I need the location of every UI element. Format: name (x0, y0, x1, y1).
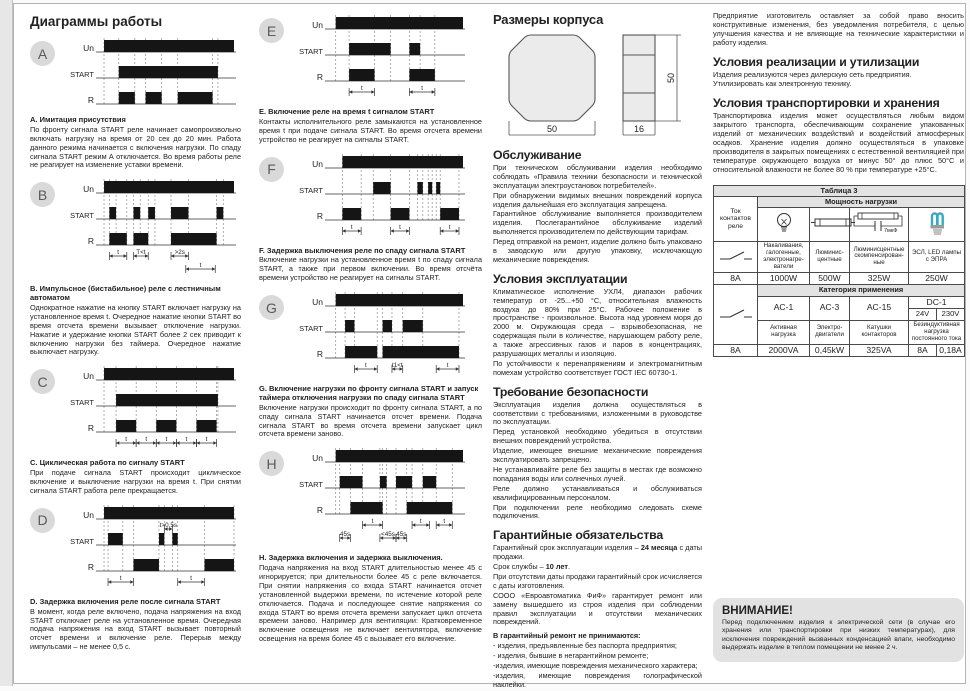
safety-paragraph: Реле должно устанавливаться и обслуживаться квалифицированным персоналом. (493, 483, 702, 502)
sales-paragraph: Изделия реализуются через дилерскую сеть предприятия. (713, 69, 912, 79)
side-width-label: 16 (633, 124, 645, 134)
warranty-exclusion-item: - изделия, бывшие в негарантийном ремонте; (493, 651, 649, 661)
timing-diagram-B (58, 177, 240, 283)
power-value-cell: 250W (909, 272, 965, 285)
cfl-led-lamp-icon-cell (909, 208, 965, 242)
category-value-cell: 2000VA (758, 344, 810, 357)
svg-text:Un: Un (312, 297, 323, 308)
diagram-heading: Е. Включение реле на время t сигналом START (259, 107, 435, 116)
category-type-cell: Электро- двигатели (810, 320, 850, 344)
power-header: Мощность нагрузки (758, 196, 965, 207)
svg-text:t: t (205, 436, 208, 444)
relay-contact-icon-cell (714, 285, 758, 344)
category-header: Категория применения (758, 285, 965, 296)
dc-voltage-cell: 230V (937, 309, 965, 321)
service-paragraph: При обнаружении видимых внешних повреждений корпуса изделия дальнейшая его эксплуатация запрещена. (493, 190, 702, 209)
front-width-label: 50 (546, 124, 558, 134)
svg-text:Un: Un (312, 158, 323, 169)
warranty-exclusion-item: - изделия, предъявленные без паспорта предприятия; (493, 641, 677, 651)
warranty-paragraph: При отсутствии даты продажи гарантийный срок исчисляется с даты изготовления. (493, 571, 702, 590)
housing-side-view (623, 35, 655, 121)
attention-box (713, 598, 964, 662)
svg-text:t: t (199, 262, 202, 270)
svg-text:t: t (399, 223, 401, 231)
diagram-description: При подаче сигнала START происходит циклическое включение и выключение нагрузки на время t. При снятии сигнала START работа реле прекращается. (30, 468, 241, 495)
incandescent-lamp-icon (772, 211, 796, 235)
fluorescent-tube-icon-cell (810, 208, 850, 242)
svg-text:<45s: <45s (381, 531, 395, 539)
diagram-heading: А. Имитация присутствия (30, 115, 126, 124)
diagram-description: По фронту сигнала START реле начинает самопроизвольно включать нагрузку на время от 20 сек до 20 мин. Работа данного режима начинается с включения нагрузки. По спаду сигнала START режим А отключается. Во время работы реле не реагирует на изменение уставки времени. (30, 124, 241, 170)
relay-contact-icon (718, 248, 754, 263)
svg-text:Un: Un (83, 43, 94, 53)
svg-text:45s: 45s (396, 531, 407, 539)
svg-text:t: t (350, 223, 353, 231)
manufacturer-note: Предприятие изготовитель оставляет за собой право вносить конструктивные изменения, без уведомления потребителя, с целью улучшения качества и не влияющие на технические характеристики и работу изделия. (713, 11, 964, 47)
svg-text:t: t (364, 361, 367, 369)
warranty-exclusion-item: -изделия, имеющие повреждения механического характера; (493, 660, 698, 670)
diagram-A (30, 36, 241, 114)
diagram-letter-badge: E (259, 18, 284, 43)
svg-text:START: START (299, 324, 323, 334)
diagram-H (259, 446, 482, 552)
svg-text:Un: Un (312, 453, 323, 464)
category-cell: AC-3 (810, 296, 850, 320)
column-diagrams-1 (30, 12, 241, 653)
diagram-E (259, 13, 482, 106)
svg-text:START: START (70, 536, 94, 546)
svg-text:START: START (70, 70, 94, 79)
diagram-B (30, 177, 241, 283)
relay-current-header: Ток контактов реле (714, 196, 758, 241)
svg-text:t: t (360, 84, 363, 92)
diagram-letter-badge: G (259, 295, 284, 320)
svg-text:t: t (190, 574, 192, 582)
service-title: Обслуживание (493, 148, 582, 162)
category-value-cell: 8A (909, 344, 937, 357)
fluorescent-tube-icon (811, 216, 855, 230)
svg-text:t>0,5s: t>0,5s (159, 521, 178, 529)
svg-text:R: R (87, 236, 94, 247)
diagram-description: В момент, когда реле включено, подача напряжения на вход START отключает реле на установленное время. Очередная подача напряжения на вход START вызывает повторный отсчет времени и включение реле. Перерыв между импульсами – не менее 0,5 с. (30, 606, 241, 652)
diagram-letter-badge: F (259, 157, 284, 182)
diagram-F (259, 152, 482, 245)
diagram-G (259, 290, 482, 383)
category-type-cell: Активная нагрузка (758, 320, 810, 344)
svg-text:t: t (419, 518, 422, 526)
svg-text:START: START (299, 47, 323, 56)
timing-diagram-G (287, 290, 469, 383)
svg-text:R: R (316, 505, 323, 516)
diagram-heading: G. Включение нагрузки по фронту сигнала START и запуск таймера отключения нагрузки по спаду сигнала START (259, 384, 479, 402)
service-paragraph: При техническом обслуживании изделия необходимо соблюдать «Правила техники безопасности и технической эксплуатации электроустановок потребителей». (493, 163, 702, 190)
column-right (713, 12, 964, 674)
sales-title: Условия реализации и утилизации (713, 54, 920, 69)
safety-paragraph: Перед установкой необходимо убедиться в отсутствии внешних повреждений устройства. (493, 427, 702, 446)
safety-title: Требование безопасности (493, 384, 649, 399)
service-paragraph: Гарантийное обслуживание выполняется производителем изделия. Послегарантийное обслуживание изделий выполняется производителем по действующим тарифам. (493, 209, 702, 237)
relay-contact-icon-cell (714, 242, 758, 273)
category-value-cell: 0,45kW (810, 344, 850, 357)
category-cell: DC-1 (909, 296, 965, 309)
housing-front-view (509, 35, 595, 121)
diagram-description: Контакты исполнительного реле замыкаются на установленное время t при подаче сигнала START. Во время отсчета времени устройство не реагирует на сигналы START. (259, 116, 482, 144)
warranty-exclusion-item: -изделия, имеющие повреждения голографической наклейки. (493, 670, 702, 689)
diagram-description: Однократное нажатие на кнопку START включает нагрузку на установленное время t. Очередное нажатие кнопки START во время отсчета времени вызывает отключение нагрузки. Нажатие и удержание кнопки START более 2 сек приводит к включению нагрузки без таймера. Очередное нажатие выключает нагрузку. (30, 302, 241, 357)
safety-paragraph: При подключении реле необходимо следовать схеме подключения. (493, 502, 702, 521)
svg-text:START: START (70, 398, 94, 408)
incandescent-lamp-icon-cell (758, 208, 810, 242)
svg-text:t: t (421, 84, 424, 92)
diagram-heading: F. Задержка выключения реле по спаду сигнала START (259, 245, 466, 255)
side-height-label: 50 (666, 72, 676, 84)
diagram-heading: D. Задержка включения реле после сигнала START (30, 596, 221, 606)
svg-text:t: t (448, 223, 451, 231)
svg-text:R: R (316, 349, 323, 360)
svg-text:R: R (316, 210, 323, 221)
transport-paragraph: Транспортировка изделия может осуществляться любым видом закрытого транспорта, обеспечивающим сохранение упакованных изделий от механических воздействий и воздействий атмосферных осадков. Хранение изделия должно осуществляться в упаковке производителя в закрытых помещениях с естественной вентиляцией при температуре окружающего воздуха от минус 50° до плюс 50°С и относительной влажности не более 80 % при температуре +25°С. (713, 111, 964, 174)
load-type-cell: ЭСЛ, LED лампы с ЭПРА (909, 242, 965, 273)
compensated-fluorescent-icon (851, 211, 907, 235)
category-current-cell: 8A (714, 344, 758, 357)
svg-text:R: R (316, 72, 323, 82)
svg-text:t: t (125, 436, 128, 444)
load-capacity-table (713, 185, 965, 358)
category-type-cell: Катушки контакторов (850, 320, 909, 344)
power-value-cell: 1000W (758, 272, 810, 285)
timing-diagram-C (58, 364, 240, 457)
warranty-title: Гарантийные обязательства (493, 528, 663, 543)
diagram-description: Подача напряжения на вход START длительностью менее 45 с игнорируется; при длительности более 45 с реле включается. При снятии напряжения со входа START начинается отсчет установленной выдержки времени, по истечение которой реле отключается. Подача и последующее снятие напряжения со входа START во время отсчета времени запускает цикл отсчета времени заново. Например для вентиляции: Кратковременное включение освещения не включает вентилятора, включение освещения на время более 45 с вызывает его включение. (259, 563, 482, 644)
svg-text:45s: 45s (340, 531, 351, 539)
diagram-D (30, 503, 241, 596)
sales-paragraph: Утилизировать как электронную технику. (713, 79, 852, 89)
svg-text:START: START (299, 480, 323, 490)
attention-title: ВНИМАНИЕ! (722, 605, 793, 617)
svg-text:t: t (443, 518, 446, 526)
svg-text:Un: Un (312, 20, 323, 30)
category-value-cell: 325VA (850, 344, 909, 357)
diagram-description: Включение нагрузки на установленное время t по спаду сигнала START, а также при первом включении. Во время отсчёта времени устройство не реагирует на сигналы START. (259, 255, 482, 283)
svg-text:t: t (446, 361, 449, 369)
load-type-cell: Накаливания, галогенные, электронагре- ватели (758, 242, 810, 273)
diagram-list-1 (30, 36, 241, 652)
svg-text:Un: Un (83, 184, 94, 195)
safety-paragraph: Не устанавливайте реле без защиты в местах где возможно попадания воды или солнечных лучей. (493, 464, 702, 483)
column-diagrams-2 (259, 12, 482, 645)
operating-paragraph: По устойчивости к перенапряжениям и электромагнитным помехам устройство соответствует ГОСТ IEC 60730-1. (493, 358, 702, 377)
diagram-letter-badge: D (30, 508, 55, 533)
housing-dimensions-drawing (493, 31, 702, 141)
diagram-list-2 (259, 13, 482, 644)
timing-diagram-F (287, 152, 469, 245)
svg-text:START: START (299, 185, 323, 195)
category-value-cell: 0,18A (937, 344, 965, 357)
category-cell: AC-1 (758, 296, 810, 320)
timing-diagram-D (58, 503, 240, 596)
capacitor-label: 7мкФ (884, 228, 898, 235)
svg-text:T<t: T<t (136, 249, 146, 257)
warranty-paragraph: СООО «Евроавтоматика ФиФ» гарантирует ремонт или замену вышедшего из строя изделия при соблюдении правил эксплуатации и отсутствии механических повреждений. (493, 590, 702, 627)
compensated-fluorescent-icon-cell (850, 208, 909, 242)
dimensions-title: Размеры корпуса (493, 12, 604, 27)
column-info (493, 12, 702, 691)
svg-text:t: t (119, 574, 122, 582)
operating-title: Условия эксплуатации (493, 271, 628, 286)
svg-text:>2s: >2s (174, 249, 185, 257)
svg-text:Un: Un (83, 509, 94, 520)
svg-text:START: START (70, 211, 94, 221)
warranty-paragraph: Гарантийный срок эксплуатации изделия – 24 месяца с даты продажи. (493, 543, 702, 562)
warranty-paragraph: Срок службы – 10 лет. (493, 562, 570, 572)
svg-text:t: t (185, 436, 188, 444)
svg-text:t: t (145, 436, 148, 444)
diagram-heading: В. Импульсное (бистабильное) реле с лестничным автоматом (30, 284, 221, 303)
svg-text:t1<t: t1<t (391, 361, 403, 369)
load-type-cell: Люминисцентные скомпенсирован- ные (850, 242, 909, 273)
svg-text:t: t (117, 249, 119, 257)
power-current-cell: 8A (714, 272, 758, 285)
warranty-exclusions-title: В гарантийный ремонт не принимаются: (493, 631, 641, 641)
svg-text:R: R (87, 423, 94, 434)
page-left-edge (0, 0, 13, 686)
category-cell: AC-15 (850, 296, 909, 320)
operating-paragraph: Климатическое исполнение УХЛ4, диапазон рабочих температур от -25...+50 °С, относительная влажность воздуха до 80% при 25°С. Рабочее положение в пространстве - произвольное. Высота над уровнем моря до 2000 м. Окружающая среда – взрывобезопасная, не содержащая пыли в количестве, нарушающем работу реле, а также агрессивных газов и паров в концентрациях, разрушающих металлы и изоляцию. (493, 286, 702, 359)
power-value-cell: 500W (810, 272, 850, 285)
diagram-letter-badge: A (30, 41, 55, 66)
diagram-letter-badge: C (30, 369, 55, 394)
diagram-description: Включение нагрузки происходит по фронту сигнала START, а по спаду сигнала START начинается отсчет времени. Подача сигнала START во время отсчета времени запускает цикл отсчета времени заново. (259, 402, 482, 439)
diagram-letter-badge: H (259, 451, 284, 476)
cfl-led-lamp-icon (926, 209, 948, 237)
diagram-heading: Н. Задержка включения и задержка выключения. (259, 553, 443, 563)
timing-diagram-A (58, 36, 240, 114)
safety-paragraph: Эксплуатация изделия должна осуществляться в соответствии с требованиями, изложенными в руководстве по эксплуатации. (493, 399, 702, 427)
diagram-heading: С. Циклическая работа по сигналу START (30, 458, 185, 468)
timing-diagram-H (287, 446, 469, 552)
svg-text:t: t (371, 518, 374, 526)
timing-diagram-E (287, 13, 469, 106)
svg-text:R: R (87, 561, 94, 572)
svg-text:Un: Un (83, 371, 94, 382)
attention-body: Перед подключением изделия к электрической сети (в случае его хранения или транспортировки при низких температурах), для исключения повреждений вызванных конденсацией влаги, необходимо выдержать изделие в теплом помещении не менее 2 ч. (722, 619, 955, 652)
diagram-letter-badge: B (30, 182, 55, 207)
transport-title: Условия транспортировки и хранения (713, 96, 940, 111)
safety-paragraph: Изделие, имеющее внешние механические повреждения эксплуатировать запрещено. (493, 446, 702, 465)
diagram-C (30, 364, 241, 457)
table-caption: Таблица 3 (714, 185, 965, 196)
svg-text:R: R (87, 95, 94, 105)
diagrams-title: Диаграммы работы (30, 14, 163, 29)
power-value-cell: 325W (850, 272, 909, 285)
svg-text:t: t (165, 436, 168, 444)
service-paragraph: Перед отправкой на ремонт, изделие должно быть упаковано в заводскую или другую упаковку, исключающую механические повреждения. (493, 237, 702, 264)
relay-contact-icon (718, 306, 754, 321)
dc-voltage-cell: 24V (909, 309, 937, 321)
category-type-cell: Безиндуктивная нагрузка постоянного тока (909, 320, 965, 344)
load-type-cell: Люминис- центные (810, 242, 850, 273)
